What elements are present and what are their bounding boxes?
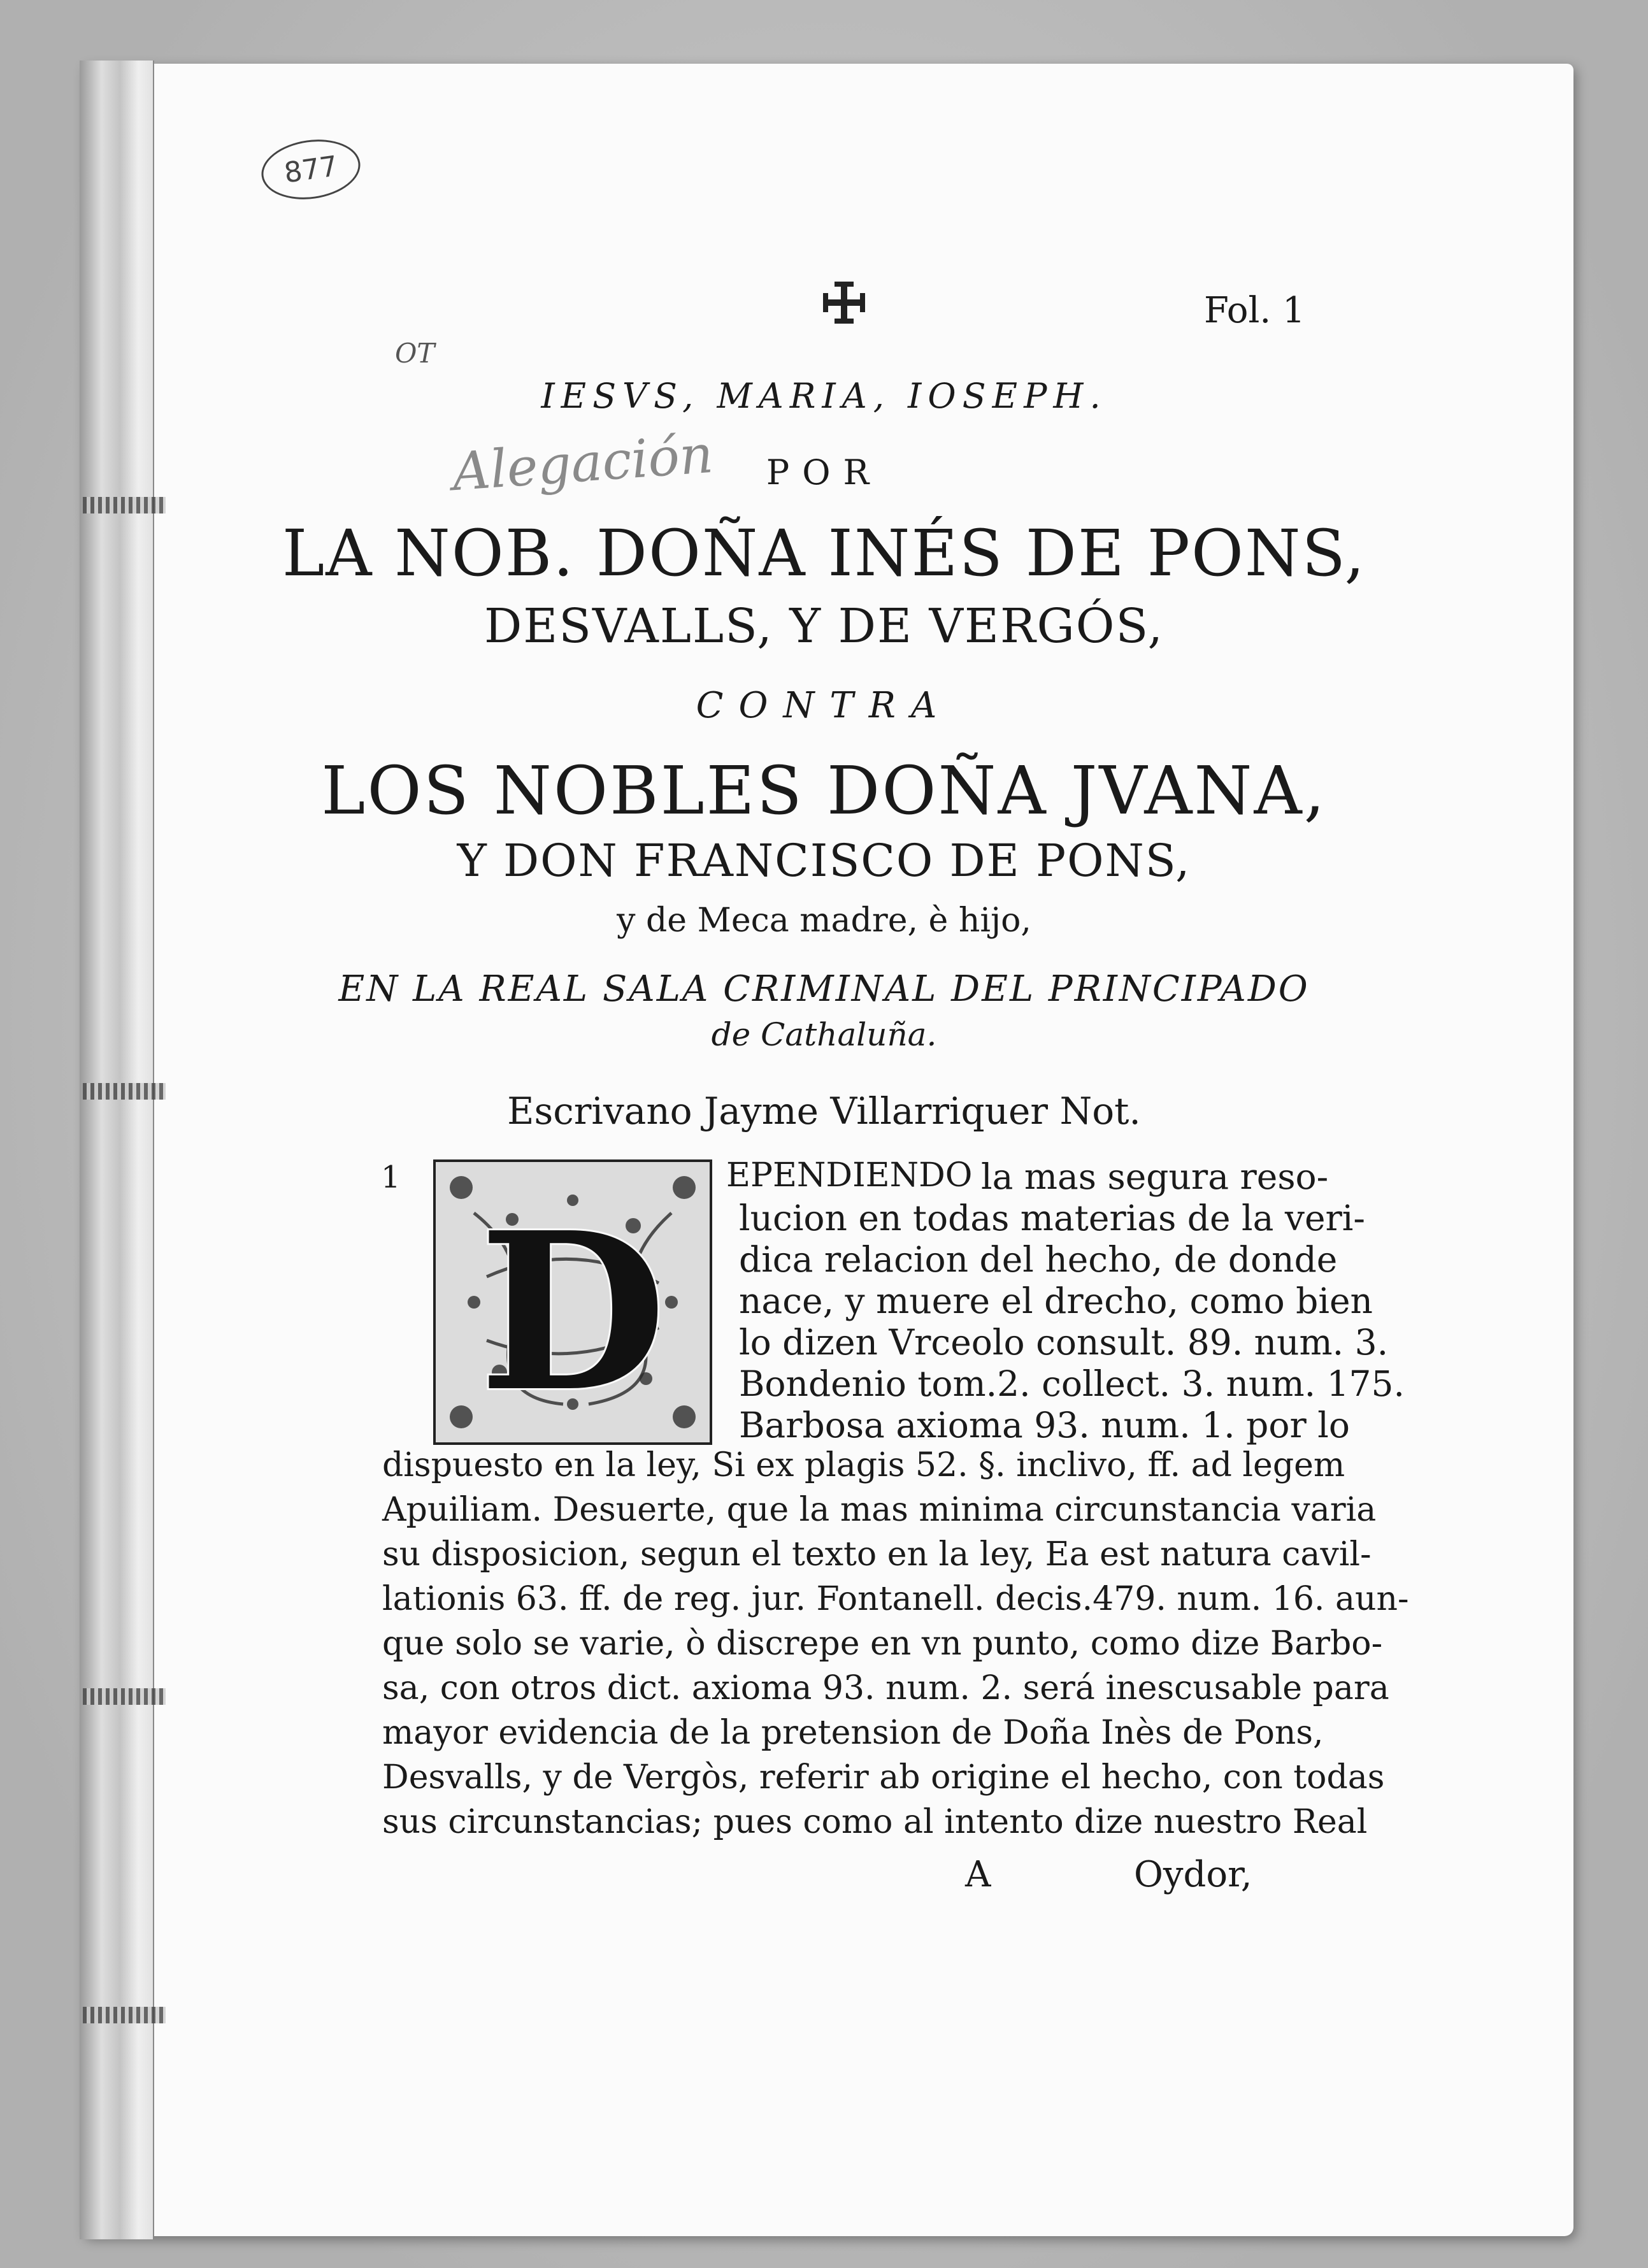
text-line: lo dizen Vrceolo consult. 89. num. 3. xyxy=(739,1322,1389,1363)
signature-mark: A xyxy=(965,1854,991,1895)
title-line-5: y de Meca madre, è hijo, xyxy=(617,901,1031,940)
text-line: lationis 63. ff. de reg. jur. Fontanell. decis.479. num. 16. aun- xyxy=(382,1580,1409,1618)
folio-number: Fol. 1 xyxy=(1204,290,1305,331)
binding-stitch xyxy=(83,497,166,513)
title-por: POR xyxy=(766,452,882,492)
text-line: dica relacion del hecho, de donde xyxy=(739,1239,1338,1280)
text-line: sa, con otros dict. axioma 93. num. 2. será inescusable para xyxy=(382,1669,1389,1707)
catchword: Oydor, xyxy=(1134,1854,1252,1895)
title-line-3: LOS NOBLES DOÑA JVANA, xyxy=(321,752,1327,829)
title-contra: CONTRA xyxy=(696,685,952,726)
initial-word-rest: EPENDIENDO xyxy=(726,1156,973,1195)
title-line-4: Y DON FRANCISCO DE PONS, xyxy=(457,835,1191,887)
header-mark: OT xyxy=(395,338,435,369)
cross-icon xyxy=(822,280,866,325)
binding-stitch xyxy=(83,1688,166,1705)
paragraph-number: 1 xyxy=(381,1159,401,1195)
text-line: Apuiliam. Desuerte, que la mas minima circunstancia varia xyxy=(382,1491,1377,1529)
decorated-initial xyxy=(433,1159,712,1445)
text-line: lucion en todas materias de la veri- xyxy=(739,1198,1365,1238)
text-line: mayor evidencia de la pretension de Doña Inès de Pons, xyxy=(382,1714,1324,1752)
text-line: nace, y muere el drecho, como bien xyxy=(739,1281,1373,1321)
court-line-1: EN LA REAL SALA CRIMINAL DEL PRINCIPADO xyxy=(338,968,1310,1010)
text-line: Bondenio tom.2. collect. 3. num. 175. xyxy=(739,1363,1405,1404)
title-line-2: DESVALLS, Y DE VERGÓS, xyxy=(484,599,1164,654)
invocation: IESVS, MARIA, IOSEPH. xyxy=(541,376,1107,416)
text-line: dispuesto en la ley, Si ex plagis 52. §. inclivo, ff. ad legem xyxy=(382,1446,1345,1484)
stamp-number: 877 xyxy=(282,149,340,190)
notary-line: Escrivano Jayme Villarriquer Not. xyxy=(507,1089,1141,1133)
text-line: sus circunstancias; pues como al intento dize nuestro Real xyxy=(382,1803,1368,1841)
text-line: Desvalls, y de Vergòs, referir ab origine el hecho, con todas xyxy=(382,1758,1385,1797)
text-line: Barbosa axioma 93. num. 1. por lo xyxy=(739,1405,1350,1446)
binding-stitch xyxy=(83,2007,166,2023)
text-line: la mas segura reso- xyxy=(981,1156,1329,1197)
manuscript-note: Alegación xyxy=(450,424,715,503)
title-line-1: LA NOB. DOÑA INÉS DE PONS, xyxy=(282,516,1366,591)
court-line-2: de Cathaluña. xyxy=(711,1016,937,1053)
text-line: que solo se varie, ò discrepe en vn punto, como dize Barbo- xyxy=(382,1625,1383,1663)
initial-letter: D xyxy=(478,1186,667,1440)
foliage-ornament-icon xyxy=(436,1162,710,1442)
text-line: su disposicion, segun el texto en la ley, Ea est natura cavil- xyxy=(382,1535,1372,1574)
